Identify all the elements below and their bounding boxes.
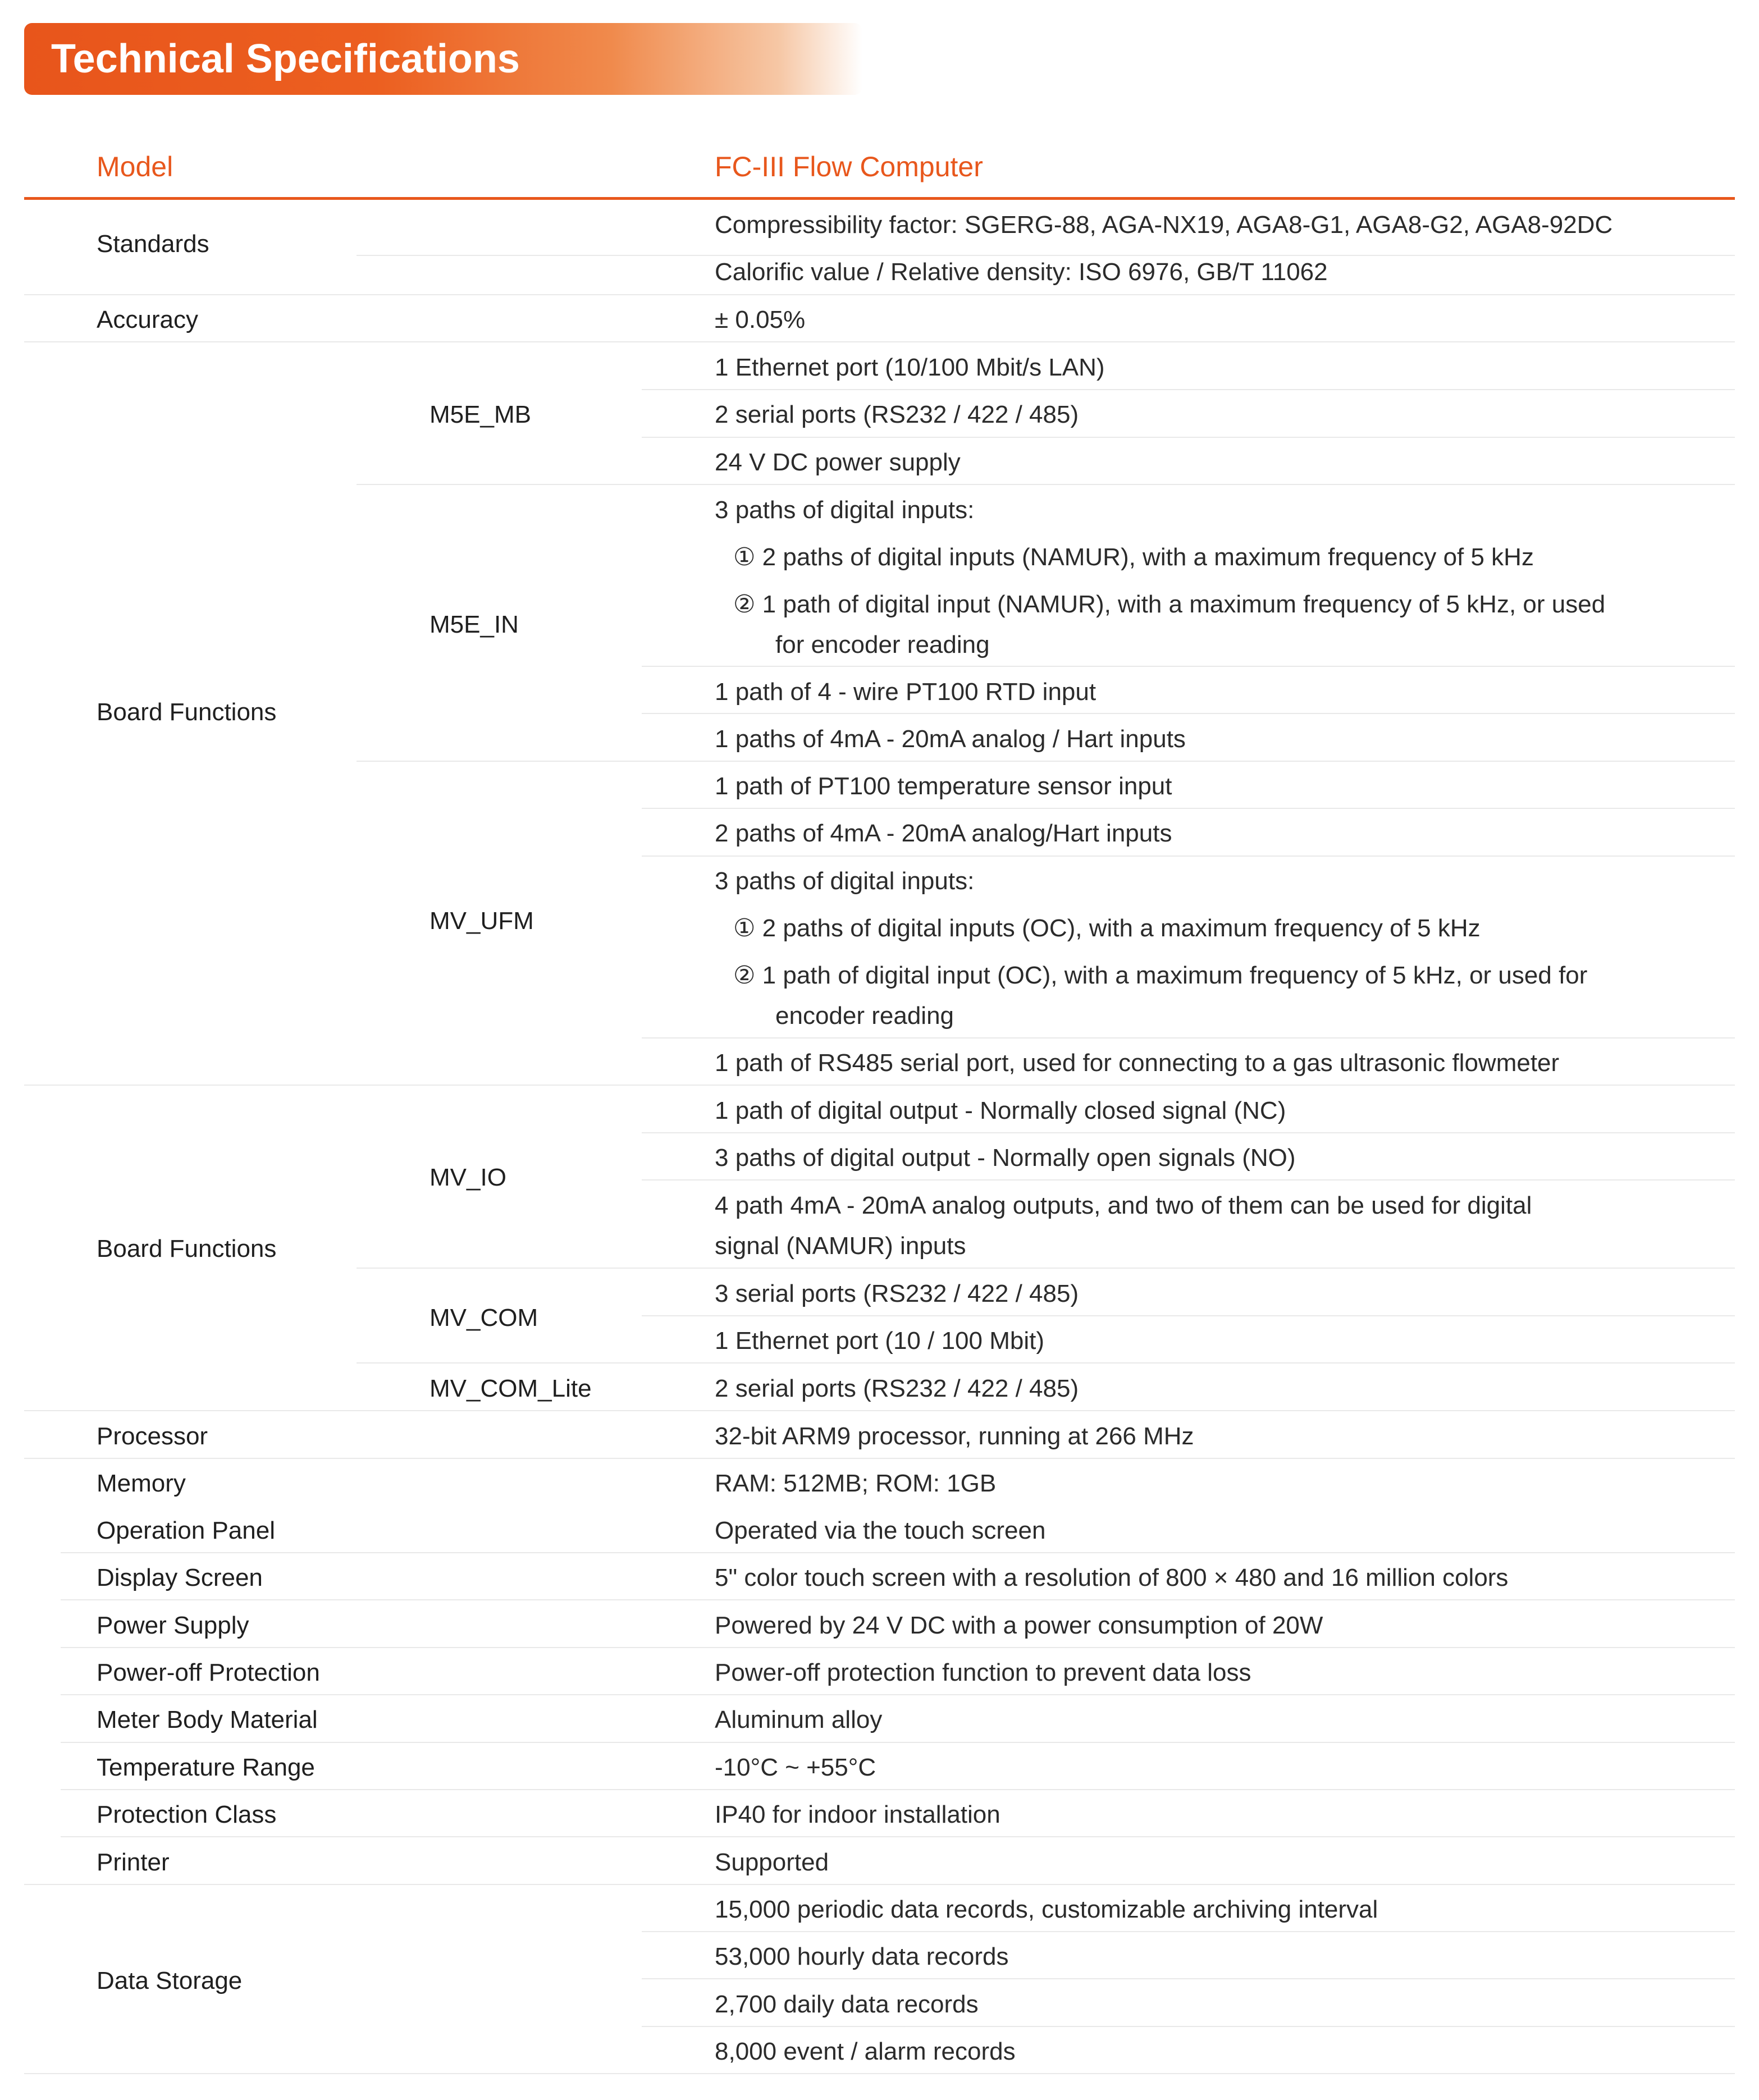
row-divider [642, 1315, 1735, 1316]
row-divider [642, 437, 1735, 438]
board-spec-line: 1 paths of 4mA - 20mA analog / Hart inputs [715, 725, 1186, 753]
row-divider [642, 666, 1735, 667]
board-spec-line: 1 Ethernet port (10/100 Mbit/s LAN) [715, 354, 1105, 381]
board-name-mv-com-lite: MV_COM_Lite [430, 1375, 592, 1402]
model-header-label: Model [97, 151, 173, 182]
board-spec-line: signal (NAMUR) inputs [715, 1232, 966, 1260]
board-spec-line: 3 serial ports (RS232 / 422 / 485) [715, 1280, 1079, 1307]
row-divider [642, 389, 1735, 390]
spec-label: Processor [97, 1422, 208, 1450]
row-divider [61, 1599, 1735, 1600]
board-name-mv-ufm: MV_UFM [430, 907, 534, 935]
row-divider [61, 1836, 1735, 1837]
data-storage-line: 53,000 hourly data records [715, 1943, 1009, 1970]
standards-label: Standards [97, 230, 209, 258]
board-spec-line: 1 path of RS485 serial port, used for connecting to a gas ultrasonic flowmeter [715, 1049, 1560, 1077]
spec-label: Meter Body Material [97, 1706, 318, 1733]
row-divider [24, 1458, 1735, 1459]
board-spec-subline: ② 1 path of digital input (OC), with a maximum frequency of 5 kHz, or used for [733, 962, 1588, 989]
page-title: Technical Specifications [51, 36, 520, 81]
title-banner [24, 23, 862, 95]
board-spec-subline: encoder reading [775, 1002, 954, 1030]
board-spec-line: 2 serial ports (RS232 / 422 / 485) [715, 401, 1079, 428]
row-divider [642, 713, 1735, 714]
board-spec-subline: for encoder reading [775, 631, 990, 658]
board-spec-subline: ① 2 paths of digital inputs (OC), with a maximum frequency of 5 kHz [733, 914, 1481, 942]
header-divider [24, 197, 1735, 200]
row-divider [357, 1362, 1735, 1364]
row-divider [642, 1931, 1735, 1932]
row-divider [642, 808, 1735, 809]
spec-value: IP40 for indoor installation [715, 1801, 1000, 1828]
spec-value: -10°C ~ +55°C [715, 1754, 876, 1781]
row-divider [24, 1085, 1735, 1086]
spec-value: 5" color touch screen with a resolution of 800 × 480 and 16 million colors [715, 1564, 1509, 1591]
spec-value: Supported [715, 1849, 829, 1876]
spec-label: Power-off Protection [97, 1659, 320, 1686]
data-storage-label: Data Storage [97, 1967, 243, 1994]
board-functions-label: Board Functions [97, 1235, 277, 1262]
row-divider [357, 761, 1735, 762]
spec-label: Operation Panel [97, 1517, 275, 1544]
board-name-mv-io: MV_IO [430, 1164, 506, 1191]
spec-value: Aluminum alloy [715, 1706, 883, 1733]
spec-label: Printer [97, 1849, 170, 1876]
standards-value: Calorific value / Relative density: ISO 6976, GB/T 11062 [715, 258, 1328, 286]
row-divider [61, 1789, 1735, 1790]
data-storage-line: 8,000 event / alarm records [715, 2038, 1016, 2065]
row-divider [642, 1978, 1735, 1979]
data-storage-line: 2,700 daily data records [715, 1991, 979, 2018]
board-spec-line: 3 paths of digital inputs: [715, 496, 975, 524]
spec-label: Display Screen [97, 1564, 263, 1591]
board-spec-line: 1 path of PT100 temperature sensor input [715, 772, 1172, 800]
row-divider [357, 1268, 1735, 1269]
row-divider [24, 294, 1735, 295]
spec-value: 32-bit ARM9 processor, running at 266 MHz [715, 1422, 1194, 1450]
spec-label: Memory [97, 1470, 186, 1497]
spec-label: Temperature Range [97, 1754, 315, 1781]
board-spec-line: 1 path of digital output - Normally closed signal (NC) [715, 1097, 1286, 1124]
data-storage-line: 15,000 periodic data records, customizable archiving interval [715, 1896, 1378, 1923]
board-spec-subline: ② 1 path of digital input (NAMUR), with a maximum frequency of 5 kHz, or used [733, 591, 1606, 618]
spec-value: Power-off protection function to prevent data loss [715, 1659, 1251, 1686]
row-divider [642, 855, 1735, 857]
accuracy-label: Accuracy [97, 306, 198, 333]
spec-value: RAM: 512MB; ROM: 1GB [715, 1470, 997, 1497]
board-spec-line: 1 path of 4 - wire PT100 RTD input [715, 678, 1096, 706]
board-spec-line: 2 serial ports (RS232 / 422 / 485) [715, 1375, 1079, 1402]
row-divider [24, 1410, 1735, 1411]
board-spec-line: 4 path 4mA - 20mA analog outputs, and two of them can be used for digital [715, 1192, 1532, 1219]
row-divider [61, 1742, 1735, 1743]
board-spec-line: 2 paths of 4mA - 20mA analog/Hart inputs [715, 820, 1172, 847]
board-spec-line: 3 paths of digital output - Normally open signals (NO) [715, 1144, 1296, 1172]
row-divider [61, 1552, 1735, 1553]
board-spec-line: 24 V DC power supply [715, 449, 961, 476]
accuracy-value: ± 0.05% [715, 306, 806, 333]
board-name-m5e-in: M5E_IN [430, 611, 519, 638]
spec-label: Protection Class [97, 1801, 277, 1828]
board-name-m5e-mb: M5E_MB [430, 401, 531, 428]
spec-value: Powered by 24 V DC with a power consumption of 20W [715, 1612, 1323, 1639]
board-name-mv-com: MV_COM [430, 1304, 538, 1332]
board-spec-line: 3 paths of digital inputs: [715, 867, 975, 895]
model-header-value: FC-III Flow Computer [715, 151, 983, 182]
board-spec-subline: ① 2 paths of digital inputs (NAMUR), with a maximum frequency of 5 kHz [733, 543, 1534, 571]
row-divider [24, 341, 1735, 342]
spec-value: Operated via the touch screen [715, 1517, 1046, 1544]
spec-label: Power Supply [97, 1612, 249, 1639]
row-divider [24, 1884, 1735, 1885]
board-spec-line: 1 Ethernet port (10 / 100 Mbit) [715, 1327, 1044, 1355]
row-divider [357, 484, 1735, 485]
row-divider [61, 1694, 1735, 1695]
standards-value: Compressibility factor: SGERG-88, AGA-NX19, AGA8-G1, AGA8-G2, AGA8-92DC [715, 211, 1613, 239]
row-divider [24, 2073, 1735, 2074]
row-divider [642, 1037, 1735, 1038]
row-divider [642, 1132, 1735, 1133]
row-divider [642, 1179, 1735, 1181]
board-functions-label: Board Functions [97, 698, 277, 726]
row-divider [61, 1647, 1735, 1648]
row-divider [642, 2026, 1735, 2027]
